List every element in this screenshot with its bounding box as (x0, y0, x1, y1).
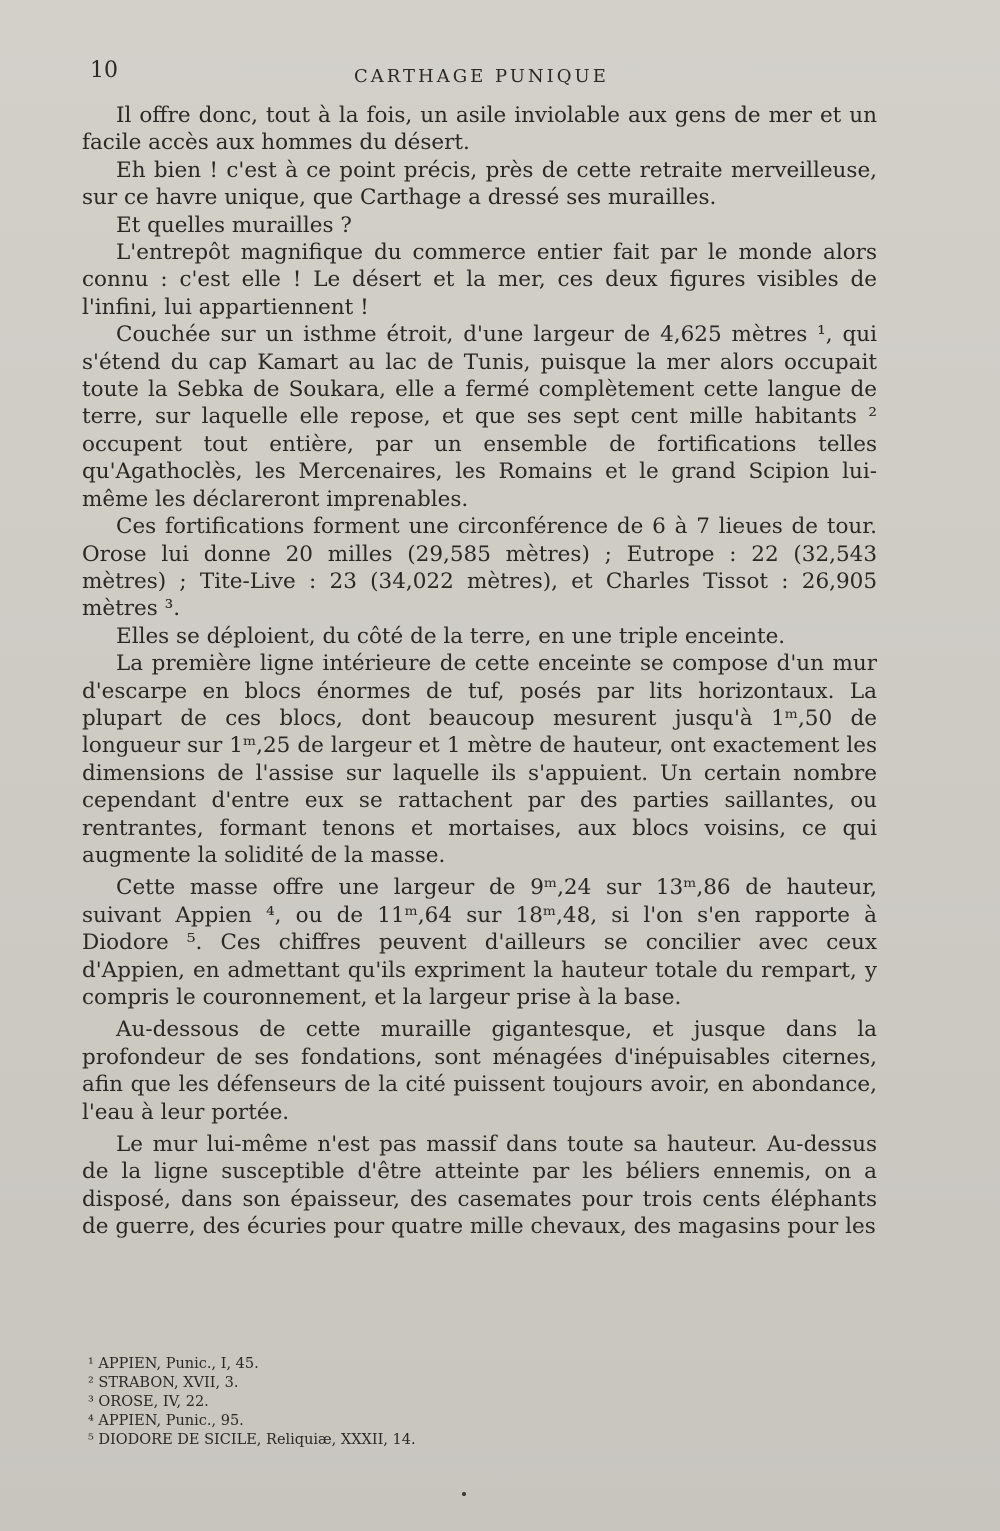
body-text (82, 102, 877, 1241)
paragraph: Ces fortifications forment une circonférence de 6 à 7 lieues de tour. Orose lui donne 20 milles (29,585 mètres) ; Eutrope : 22 (32,543 mètres) ; Tite-Live : 23 (34,022 mètres), et Charles Tissot : 26,905 mètres ³. (82, 514, 877, 622)
footnotes (88, 1355, 588, 1450)
paragraph: Au-dessous de cette muraille gigantesque, et jusque dans la profondeur de ses fondations, sont ménagées d'inépuisables citernes, afin que les défenseurs de la cité puissent toujours avoir, en abondance, l'eau à leur portée. (82, 1017, 877, 1125)
footnote: ⁴ APPIEN, Punic., 95. (88, 1413, 244, 1429)
paragraph: Eh bien ! c'est à ce point précis, près de cette retraite merveilleuse, sur ce havre unique, que Carthage a dressé ses murailles. (82, 157, 877, 211)
page-number: 10 (90, 58, 118, 83)
paragraph: Et quelles murailles ? (116, 212, 352, 238)
paragraph: La première ligne intérieure de cette enceinte se compose d'un mur d'escarpe en blocs énormes de tuf, posés par lits horizontaux. La plupart de ces blocs, dont beaucoup mesurent jusqu'à 1ᵐ,50 de longueur sur 1ᵐ,25 de largeur et 1 mètre de hauteur, ont exactement les dimensions de l'assise sur laquelle ils s'appuient. Un certain nombre cependant d'entre eux se rattachent par des parties saillantes, ou rentrantes, formant tenons et mortaises, aux blocs voisins, ce qui augmente la solidité de la masse. (82, 651, 877, 868)
paragraph: Couchée sur un isthme étroit, d'une largeur de 4,625 mètres ¹, qui s'étend du cap Kamart au lac de Tunis, puisque la mer alors occupait toute la Sebka de Soukara, elle a fermé complètement cette langue de terre, sur laquelle elle repose, et que ses sept cent mille habitants ² occupent tout entière, par un ensemble de fortifications telles qu'Agathoclès, les Mercenaires, les Romains et le grand Scipion lui-même les déclareront imprenables. (82, 322, 877, 512)
paragraph: Le mur lui-même n'est pas massif dans toute sa hauteur. Au-dessus de la ligne susceptible d'être atteinte par les béliers ennemis, on a disposé, dans son épaisseur, des casemates pour trois cents éléphants de guerre, des écuries pour quatre mille chevaux, des magasins pour les (82, 1132, 877, 1240)
paragraph: Elles se déploient, du côté de la terre, en une triple enceinte. (116, 623, 786, 649)
paragraph: Cette masse offre une largeur de 9ᵐ,24 sur 13ᵐ,86 de hauteur, suivant Appien ⁴, ou de 11ᵐ,64 sur 18ᵐ,48, si l'on s'en rapporte à Diodore ⁵. Ces chiffres peuvent d'ailleurs se concilier avec ceux d'Appien, en admettant qu'ils expriment la hauteur totale du rempart, y compris le couronnement, et la largeur prise à la base. (82, 875, 877, 1010)
footnote: ⁵ DIODORE DE SICILE, Reliquiæ, XXXII, 14. (88, 1432, 416, 1448)
footnote: ³ OROSE, IV, 22. (88, 1394, 209, 1410)
printer-mark (462, 1492, 466, 1496)
paragraph: L'entrepôt magnifique du commerce entier fait par le monde alors connu : c'est elle ! Le désert et la mer, ces deux figures visibles de l'infini, lui appartiennent ! (82, 240, 877, 320)
running-title: CARTHAGE PUNIQUE (354, 66, 609, 87)
paragraph: Il offre donc, tout à la fois, un asile inviolable aux gens de mer et un facile accès aux hommes du désert. (82, 103, 877, 156)
footnote: ¹ APPIEN, Punic., I, 45. (88, 1356, 259, 1372)
footnote: ² STRABON, XVII, 3. (88, 1375, 239, 1391)
